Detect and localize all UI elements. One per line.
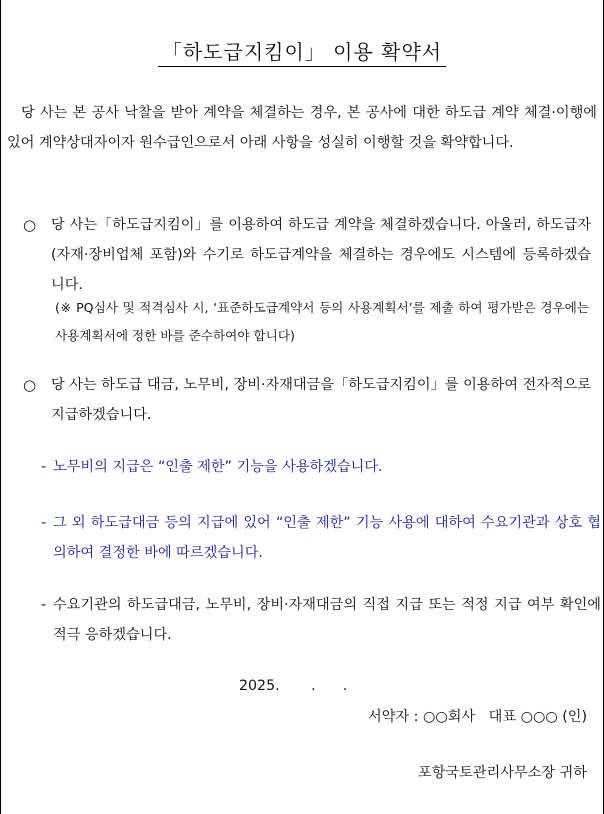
dash-mark: - [41, 597, 47, 613]
bullet-circle: ○ [23, 216, 37, 234]
document-title-wrap [1, 36, 603, 65]
sub-item-2-text: 그 외 하도급대금 등의 지급에 있어 “인출 제한” 기능 사용에 대하여 수요기관과 상호 협의하여 결정한 바에 따르겠습니다. [53, 515, 601, 561]
signer-line: 서약자 : ○○회사 대표 ○○○ (인) [368, 709, 587, 725]
dash-mark: - [41, 459, 47, 475]
addressee-line: 포항국토관리사무소장 귀하 [418, 765, 587, 781]
dash-mark: - [41, 515, 47, 531]
bullet-circle: ○ [23, 376, 37, 394]
pledge-item-1-text: 당 사는「하도급지킴이」를 이용하여 하도급 계약을 체결하겠습니다. 아울러, 하도급자(자재·장비업체 포함)와 수기로 하도급계약을 체결하는 경우에도 시스템에 등록하겠습니다. [51, 217, 591, 293]
pledge-item-2 [23, 370, 591, 430]
intro-paragraph: 당 사는 본 공사 낙찰을 받아 계약을 체결하는 경우, 본 공사에 대한 하도급 계약 체결·이행에 있어 계약상대자이자 원수급인으로서 아래 사항을 성실히 이행할 것을 확약합니다. [7, 105, 597, 151]
sub-item-1 [41, 452, 601, 482]
pledge-item-1 [23, 210, 591, 300]
document-title: 「하도급지킴이」 이용 확약서 [158, 40, 446, 67]
sub-item-1-text: 노무비의 지급은 “인출 제한” 기능을 사용하겠습니다. [53, 459, 383, 475]
sub-item-2 [41, 508, 601, 568]
sub-item-3-text: 수요기관의 하도급대금, 노무비, 장비·자재대금의 직접 지급 또는 적정 지급 여부 확인에 적극 응하겠습니다. [53, 597, 601, 643]
date-line: 2025. . . [239, 678, 348, 694]
pledge-item-1-note: (※ PQ심사 및 적격심사 시, ‘표준하도급계약서 등의 사용계획서’를 제출 하여 평가받은 경우에는 사용계획서에 정한 바를 준수하여야 합니다) [55, 300, 589, 343]
sub-item-3 [41, 590, 601, 650]
pledge-item-2-text: 당 사는 하도급 대금, 노무비, 장비·자재대금을「하도급지킴이」를 이용하여 전자적으로 지급하겠습니다. [51, 377, 591, 423]
